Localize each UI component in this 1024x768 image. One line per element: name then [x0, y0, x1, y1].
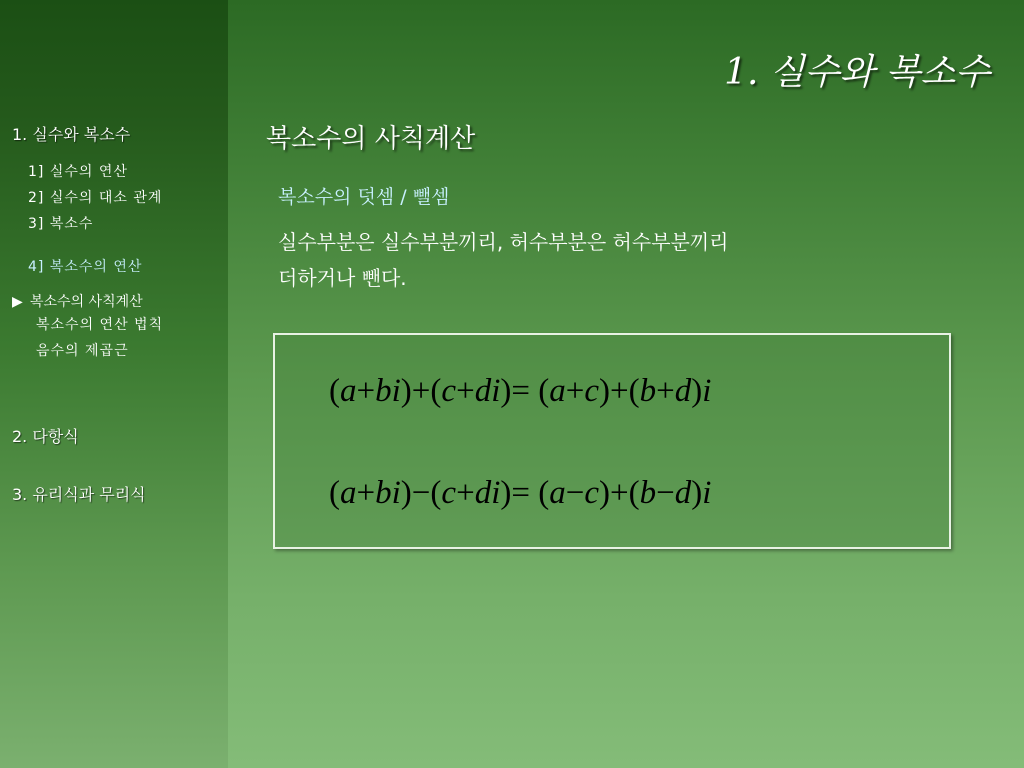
sidebar: [0, 0, 228, 768]
nav-item-label: 복소수의 사칙계산: [30, 294, 143, 310]
current-marker-icon: ▶: [12, 294, 23, 310]
nav-item-operation-laws[interactable]: 복소수의 연산 법칙: [36, 317, 164, 333]
nav-sub-real-operations[interactable]: 1] 실수의 연산: [28, 164, 128, 180]
sub-heading: 복소수의 덧셈 / 뺄셈: [278, 186, 450, 208]
formula-box: [273, 333, 951, 549]
slide-title: 1. 실수와 복소수: [724, 52, 990, 93]
addition-formula: (a+bi)+(c+di)= (a+c)+(b+d)i: [329, 373, 712, 409]
nav-section-rational-irrational[interactable]: 3. 유리식과 무리식: [12, 485, 146, 504]
nav-sub-complex-numbers[interactable]: 3] 복소수: [28, 216, 94, 232]
nav-item-negative-sqrt[interactable]: 음수의 제곱근: [36, 343, 129, 359]
subtraction-formula: (a+bi)−(c+di)= (a−c)+(b−d)i: [329, 475, 712, 511]
nav-sub-complex-operations[interactable]: 4] 복소수의 연산: [28, 259, 143, 275]
nav-sub-real-order[interactable]: 2] 실수의 대소 관계: [28, 190, 163, 206]
nav-section-polynomials[interactable]: 2. 다항식: [12, 427, 79, 446]
nav-item-four-operations[interactable]: [12, 291, 143, 311]
body-text-line-2: 더하거나 뺀다.: [278, 266, 407, 290]
body-text-line-1: 실수부분은 실수부분끼리, 허수부분은 허수부분끼리: [278, 230, 729, 254]
section-heading: 복소수의 사칙계산: [266, 124, 476, 154]
nav-section-real-complex[interactable]: 1. 실수와 복소수: [12, 125, 131, 144]
